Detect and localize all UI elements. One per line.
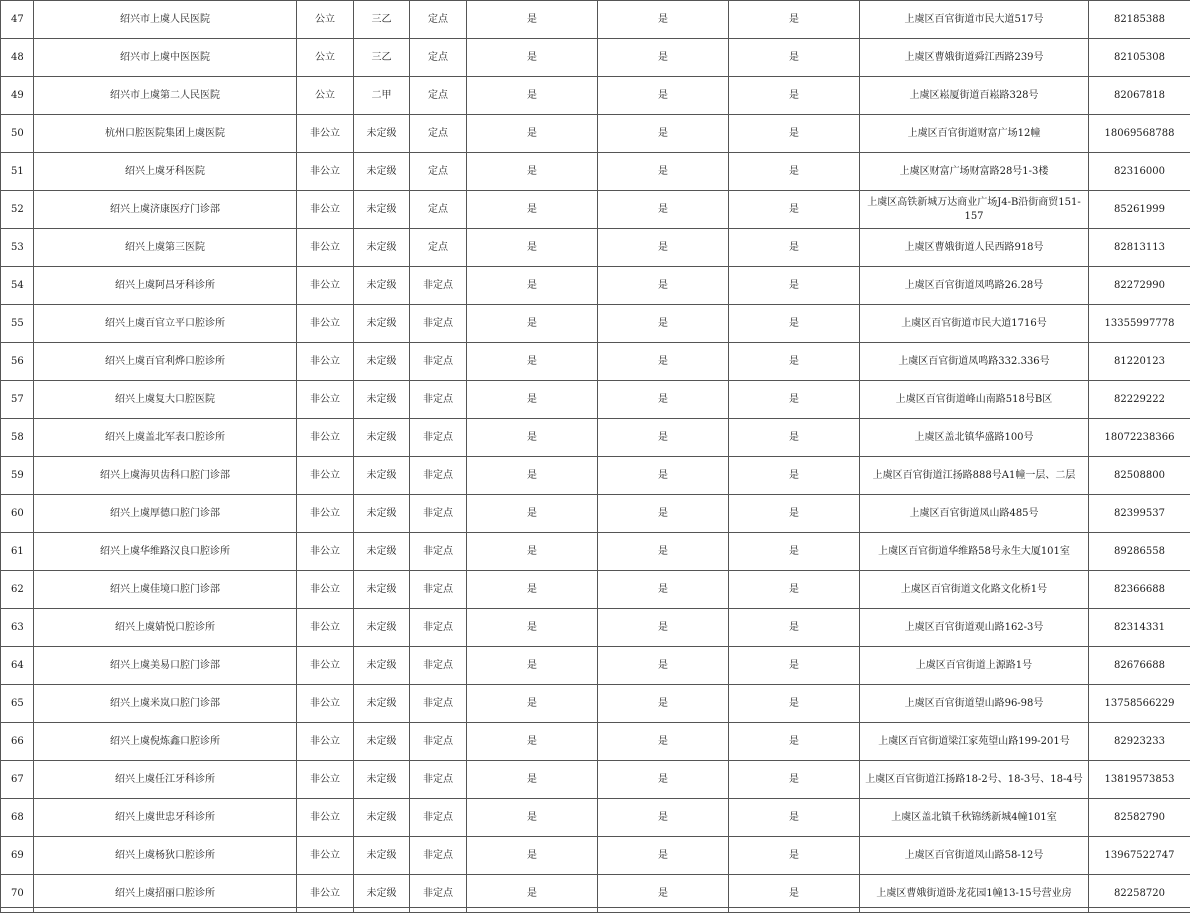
institution-name: 绍兴上虞海贝齿科口腔门诊部 xyxy=(34,457,297,495)
designation-status: 非定点 xyxy=(410,533,467,571)
phone-cell: 13355997778 xyxy=(1089,305,1190,343)
table-row xyxy=(1,305,1190,343)
row-number: 49 xyxy=(1,77,34,115)
phone-cell: 18072238366 xyxy=(1089,419,1190,457)
flag-cell-2: 是 xyxy=(598,77,729,115)
flag-cell-1: 是 xyxy=(467,191,598,229)
phone-cell: 82067818 xyxy=(1089,77,1190,115)
institution-name: 绍兴上虞佳境口腔门诊部 xyxy=(34,571,297,609)
phone-cell: 13758566229 xyxy=(1089,685,1190,723)
flag-cell-3: 是 xyxy=(729,647,860,685)
row-number: 58 xyxy=(1,419,34,457)
ownership-type: 非公立 xyxy=(297,761,354,799)
table-row xyxy=(1,609,1190,647)
table-row xyxy=(1,229,1190,267)
flag-cell-3: 是 xyxy=(729,419,860,457)
flag-cell-1: 是 xyxy=(467,495,598,533)
flag-cell-3: 是 xyxy=(729,1,860,39)
row-number: 70 xyxy=(1,875,34,913)
address-cell: 上虞区百官街道江扬路888号A1幢一层、二层 xyxy=(860,457,1089,495)
hospital-grade: 未定级 xyxy=(354,799,410,837)
address-cell: 上虞区百官街道观山路162-3号 xyxy=(860,609,1089,647)
table-row xyxy=(1,685,1190,723)
flag-cell-2: 是 xyxy=(598,685,729,723)
flag-cell-3: 是 xyxy=(729,153,860,191)
address-cell: 上虞区财富广场财富路28号1-3楼 xyxy=(860,153,1089,191)
flag-cell-1: 是 xyxy=(467,837,598,875)
phone-cell: 82399537 xyxy=(1089,495,1190,533)
table-row xyxy=(1,723,1190,761)
institution-name: 绍兴上虞美易口腔门诊部 xyxy=(34,647,297,685)
table-row xyxy=(1,77,1190,115)
ownership-type: 非公立 xyxy=(297,419,354,457)
ownership-type: 非公立 xyxy=(297,685,354,723)
flag-cell-2: 是 xyxy=(598,191,729,229)
ownership-type: 非公立 xyxy=(297,533,354,571)
phone-cell: 82229222 xyxy=(1089,381,1190,419)
table-row xyxy=(1,495,1190,533)
institution-name: 绍兴上虞济康医疗门诊部 xyxy=(34,191,297,229)
designation-status: 定点 xyxy=(410,191,467,229)
flag-cell-1: 是 xyxy=(467,305,598,343)
institution-name: 绍兴上虞世忠牙科诊所 xyxy=(34,799,297,837)
institution-name: 绍兴上虞华维路汉良口腔诊所 xyxy=(34,533,297,571)
table-row xyxy=(1,457,1190,495)
address-cell: 上虞区百官街道市民大道1716号 xyxy=(860,305,1089,343)
row-number: 60 xyxy=(1,495,34,533)
ownership-type: 非公立 xyxy=(297,457,354,495)
phone-cell: 85261999 xyxy=(1089,191,1190,229)
flag-cell-1: 是 xyxy=(467,267,598,305)
address-cell: 上虞区百官街道文化路文化桥1号 xyxy=(860,571,1089,609)
designation-status: 定点 xyxy=(410,229,467,267)
flag-cell-1: 是 xyxy=(467,343,598,381)
address-cell: 上虞区百官街道华维路58号永生大厦101室 xyxy=(860,533,1089,571)
institution-name: 绍兴上虞任江牙科诊所 xyxy=(34,761,297,799)
flag-cell-2: 是 xyxy=(598,39,729,77)
address-cell: 上虞区百官街道上源路1号 xyxy=(860,647,1089,685)
designation-status: 非定点 xyxy=(410,381,467,419)
institution-name: 绍兴上虞厚德口腔门诊部 xyxy=(34,495,297,533)
institution-name: 绍兴上虞百官利烨口腔诊所 xyxy=(34,343,297,381)
table-row xyxy=(1,761,1190,799)
flag-cell-1: 是 xyxy=(467,153,598,191)
designation-status: 非定点 xyxy=(410,647,467,685)
table-body xyxy=(1,1,1190,913)
institution-name: 绍兴上虞婧悦口腔诊所 xyxy=(34,609,297,647)
address-cell: 上虞区百官街道梁江家苑望山路199-201号 xyxy=(860,723,1089,761)
ownership-type: 非公立 xyxy=(297,343,354,381)
flag-cell-3: 是 xyxy=(729,609,860,647)
ownership-type: 非公立 xyxy=(297,723,354,761)
flag-cell-3: 是 xyxy=(729,191,860,229)
table-row xyxy=(1,191,1190,229)
flag-cell-2: 是 xyxy=(598,875,729,913)
designation-status: 非定点 xyxy=(410,837,467,875)
designation-status: 非定点 xyxy=(410,723,467,761)
ownership-type: 非公立 xyxy=(297,837,354,875)
flag-cell-3: 是 xyxy=(729,533,860,571)
flag-cell-3: 是 xyxy=(729,115,860,153)
address-cell: 上虞区曹娥街道舜江西路239号 xyxy=(860,39,1089,77)
ownership-type: 非公立 xyxy=(297,381,354,419)
row-number: 52 xyxy=(1,191,34,229)
address-cell: 上虞区百官街道凤山路485号 xyxy=(860,495,1089,533)
institution-name: 绍兴上虞倪炼鑫口腔诊所 xyxy=(34,723,297,761)
flag-cell-1: 是 xyxy=(467,77,598,115)
row-number: 51 xyxy=(1,153,34,191)
table-row xyxy=(1,39,1190,77)
flag-cell-3: 是 xyxy=(729,343,860,381)
institution-name: 绍兴上虞阿昌牙科诊所 xyxy=(34,267,297,305)
flag-cell-3: 是 xyxy=(729,761,860,799)
flag-cell-2: 是 xyxy=(598,343,729,381)
phone-cell: 18069568788 xyxy=(1089,115,1190,153)
table-row xyxy=(1,571,1190,609)
ownership-type: 公立 xyxy=(297,1,354,39)
hospital-grade: 未定级 xyxy=(354,761,410,799)
flag-cell-3: 是 xyxy=(729,305,860,343)
flag-cell-2: 是 xyxy=(598,837,729,875)
hospital-grade: 未定级 xyxy=(354,875,410,913)
address-cell: 上虞区盖北镇千秋锦绣新城4幢101室 xyxy=(860,799,1089,837)
row-number: 56 xyxy=(1,343,34,381)
phone-cell: 82813113 xyxy=(1089,229,1190,267)
flag-cell-3: 是 xyxy=(729,685,860,723)
flag-cell-1: 是 xyxy=(467,1,598,39)
hospital-grade: 未定级 xyxy=(354,419,410,457)
row-number: 53 xyxy=(1,229,34,267)
hospital-grade: 二甲 xyxy=(354,77,410,115)
ownership-type: 非公立 xyxy=(297,647,354,685)
designation-status: 定点 xyxy=(410,1,467,39)
institution-name: 绍兴上虞招丽口腔诊所 xyxy=(34,875,297,913)
flag-cell-1: 是 xyxy=(467,875,598,913)
ownership-type: 非公立 xyxy=(297,875,354,913)
phone-cell: 82105308 xyxy=(1089,39,1190,77)
ownership-type: 非公立 xyxy=(297,799,354,837)
address-cell: 上虞区百官街道凤鸣路26.28号 xyxy=(860,267,1089,305)
ownership-type: 公立 xyxy=(297,77,354,115)
table-row xyxy=(1,533,1190,571)
hospital-grade: 未定级 xyxy=(354,837,410,875)
hospital-grade: 未定级 xyxy=(354,495,410,533)
address-cell: 上虞区百官街道凤山路58-12号 xyxy=(860,837,1089,875)
flag-cell-1: 是 xyxy=(467,39,598,77)
hospital-grade: 三乙 xyxy=(354,39,410,77)
phone-cell: 82582790 xyxy=(1089,799,1190,837)
phone-cell: 82185388 xyxy=(1089,1,1190,39)
flag-cell-2: 是 xyxy=(598,761,729,799)
designation-status: 非定点 xyxy=(410,305,467,343)
flag-cell-3: 是 xyxy=(729,495,860,533)
phone-cell: 82923233 xyxy=(1089,723,1190,761)
flag-cell-3: 是 xyxy=(729,457,860,495)
designation-status: 非定点 xyxy=(410,571,467,609)
institution-name: 绍兴上虞杨狄口腔诊所 xyxy=(34,837,297,875)
address-cell: 上虞区百官街道市民大道517号 xyxy=(860,1,1089,39)
ownership-type: 非公立 xyxy=(297,571,354,609)
institution-name: 绍兴上虞牙科医院 xyxy=(34,153,297,191)
flag-cell-1: 是 xyxy=(467,381,598,419)
row-number: 47 xyxy=(1,1,34,39)
flag-cell-1: 是 xyxy=(467,571,598,609)
flag-cell-2: 是 xyxy=(598,571,729,609)
flag-cell-1: 是 xyxy=(467,647,598,685)
flag-cell-2: 是 xyxy=(598,609,729,647)
flag-cell-2: 是 xyxy=(598,647,729,685)
row-number: 48 xyxy=(1,39,34,77)
hospital-grade: 未定级 xyxy=(354,153,410,191)
flag-cell-3: 是 xyxy=(729,267,860,305)
ownership-type: 公立 xyxy=(297,39,354,77)
phone-cell: 82676688 xyxy=(1089,647,1190,685)
phone-cell: 13819573853 xyxy=(1089,761,1190,799)
address-cell: 上虞区百官街道峰山南路518号B区 xyxy=(860,381,1089,419)
institution-name: 绍兴市上虞中医医院 xyxy=(34,39,297,77)
flag-cell-1: 是 xyxy=(467,685,598,723)
phone-cell: 82258720 xyxy=(1089,875,1190,913)
table-bottom-edge xyxy=(0,907,1190,913)
table-row xyxy=(1,647,1190,685)
hospital-grade: 未定级 xyxy=(354,571,410,609)
table-row xyxy=(1,799,1190,837)
institution-name: 绍兴上虞第三医院 xyxy=(34,229,297,267)
institution-name: 杭州口腔医院集团上虞医院 xyxy=(34,115,297,153)
address-cell: 上虞区百官街道望山路96-98号 xyxy=(860,685,1089,723)
hospital-grade: 三乙 xyxy=(354,1,410,39)
table-row xyxy=(1,381,1190,419)
hospital-grade: 未定级 xyxy=(354,191,410,229)
flag-cell-2: 是 xyxy=(598,115,729,153)
ownership-type: 非公立 xyxy=(297,305,354,343)
ownership-type: 非公立 xyxy=(297,153,354,191)
flag-cell-1: 是 xyxy=(467,533,598,571)
row-number: 50 xyxy=(1,115,34,153)
row-number: 59 xyxy=(1,457,34,495)
hospital-grade: 未定级 xyxy=(354,609,410,647)
flag-cell-2: 是 xyxy=(598,381,729,419)
table-row xyxy=(1,837,1190,875)
table-row xyxy=(1,343,1190,381)
table-row xyxy=(1,419,1190,457)
row-number: 61 xyxy=(1,533,34,571)
address-cell: 上虞区崧厦街道百崧路328号 xyxy=(860,77,1089,115)
row-number: 62 xyxy=(1,571,34,609)
institution-name: 绍兴上虞米岚口腔门诊部 xyxy=(34,685,297,723)
institution-name: 绍兴市上虞人民医院 xyxy=(34,1,297,39)
address-cell: 上虞区曹娥街道卧龙花园1幢13-15号营业房 xyxy=(860,875,1089,913)
flag-cell-2: 是 xyxy=(598,457,729,495)
flag-cell-1: 是 xyxy=(467,229,598,267)
ownership-type: 非公立 xyxy=(297,229,354,267)
flag-cell-3: 是 xyxy=(729,381,860,419)
ownership-type: 非公立 xyxy=(297,115,354,153)
flag-cell-2: 是 xyxy=(598,495,729,533)
ownership-type: 非公立 xyxy=(297,191,354,229)
table-row xyxy=(1,115,1190,153)
institution-name: 绍兴上虞盖北军表口腔诊所 xyxy=(34,419,297,457)
designation-status: 非定点 xyxy=(410,685,467,723)
phone-cell: 82508800 xyxy=(1089,457,1190,495)
flag-cell-1: 是 xyxy=(467,799,598,837)
designation-status: 非定点 xyxy=(410,343,467,381)
row-number: 57 xyxy=(1,381,34,419)
row-number: 63 xyxy=(1,609,34,647)
phone-cell: 82316000 xyxy=(1089,153,1190,191)
hospital-grade: 未定级 xyxy=(354,533,410,571)
ownership-type: 非公立 xyxy=(297,267,354,305)
address-cell: 上虞区高铁新城万达商业广场J4-B沿街商贸151-157 xyxy=(860,191,1089,229)
flag-cell-2: 是 xyxy=(598,229,729,267)
designation-status: 定点 xyxy=(410,153,467,191)
row-number: 54 xyxy=(1,267,34,305)
hospital-grade: 未定级 xyxy=(354,343,410,381)
flag-cell-1: 是 xyxy=(467,761,598,799)
address-cell: 上虞区盖北镇华盛路100号 xyxy=(860,419,1089,457)
flag-cell-1: 是 xyxy=(467,723,598,761)
row-number: 55 xyxy=(1,305,34,343)
hospital-grade: 未定级 xyxy=(354,115,410,153)
phone-cell: 13967522747 xyxy=(1089,837,1190,875)
flag-cell-3: 是 xyxy=(729,571,860,609)
ownership-type: 非公立 xyxy=(297,609,354,647)
row-number: 68 xyxy=(1,799,34,837)
row-number: 65 xyxy=(1,685,34,723)
hospital-grade: 未定级 xyxy=(354,305,410,343)
phone-cell: 82314331 xyxy=(1089,609,1190,647)
table-row xyxy=(1,267,1190,305)
designation-status: 非定点 xyxy=(410,267,467,305)
address-cell: 上虞区百官街道财富广场12幢 xyxy=(860,115,1089,153)
row-number: 66 xyxy=(1,723,34,761)
institution-name: 绍兴上虞复大口腔医院 xyxy=(34,381,297,419)
flag-cell-1: 是 xyxy=(467,115,598,153)
flag-cell-2: 是 xyxy=(598,419,729,457)
hospital-grade: 未定级 xyxy=(354,381,410,419)
designation-status: 非定点 xyxy=(410,419,467,457)
designation-status: 非定点 xyxy=(410,761,467,799)
designation-status: 非定点 xyxy=(410,875,467,913)
flag-cell-1: 是 xyxy=(467,419,598,457)
flag-cell-3: 是 xyxy=(729,799,860,837)
designation-status: 非定点 xyxy=(410,799,467,837)
hospital-grade: 未定级 xyxy=(354,229,410,267)
table-row xyxy=(1,153,1190,191)
flag-cell-3: 是 xyxy=(729,723,860,761)
hospital-grade: 未定级 xyxy=(354,267,410,305)
phone-cell: 81220123 xyxy=(1089,343,1190,381)
designation-status: 定点 xyxy=(410,39,467,77)
flag-cell-3: 是 xyxy=(729,77,860,115)
address-cell: 上虞区百官街道凤鸣路332.336号 xyxy=(860,343,1089,381)
row-number: 69 xyxy=(1,837,34,875)
hospital-grade: 未定级 xyxy=(354,685,410,723)
hospital-grade: 未定级 xyxy=(354,723,410,761)
designation-status: 非定点 xyxy=(410,609,467,647)
flag-cell-2: 是 xyxy=(598,1,729,39)
designation-status: 非定点 xyxy=(410,457,467,495)
flag-cell-2: 是 xyxy=(598,533,729,571)
designation-status: 非定点 xyxy=(410,495,467,533)
phone-cell: 89286558 xyxy=(1089,533,1190,571)
designation-status: 定点 xyxy=(410,115,467,153)
flag-cell-3: 是 xyxy=(729,837,860,875)
flag-cell-2: 是 xyxy=(598,723,729,761)
designation-status: 定点 xyxy=(410,77,467,115)
flag-cell-1: 是 xyxy=(467,609,598,647)
address-cell: 上虞区百官街道江扬路18-2号、18-3号、18-4号 xyxy=(860,761,1089,799)
address-cell: 上虞区曹娥街道人民西路918号 xyxy=(860,229,1089,267)
flag-cell-3: 是 xyxy=(729,875,860,913)
flag-cell-3: 是 xyxy=(729,229,860,267)
flag-cell-1: 是 xyxy=(467,457,598,495)
institution-name: 绍兴上虞百官立平口腔诊所 xyxy=(34,305,297,343)
row-number: 64 xyxy=(1,647,34,685)
flag-cell-2: 是 xyxy=(598,267,729,305)
row-number: 67 xyxy=(1,761,34,799)
flag-cell-3: 是 xyxy=(729,39,860,77)
flag-cell-2: 是 xyxy=(598,153,729,191)
flag-cell-2: 是 xyxy=(598,799,729,837)
table-row xyxy=(1,1,1190,39)
hospital-grade: 未定级 xyxy=(354,457,410,495)
phone-cell: 82366688 xyxy=(1089,571,1190,609)
flag-cell-2: 是 xyxy=(598,305,729,343)
phone-cell: 82272990 xyxy=(1089,267,1190,305)
institution-name: 绍兴市上虞第二人民医院 xyxy=(34,77,297,115)
hospital-grade: 未定级 xyxy=(354,647,410,685)
ownership-type: 非公立 xyxy=(297,495,354,533)
